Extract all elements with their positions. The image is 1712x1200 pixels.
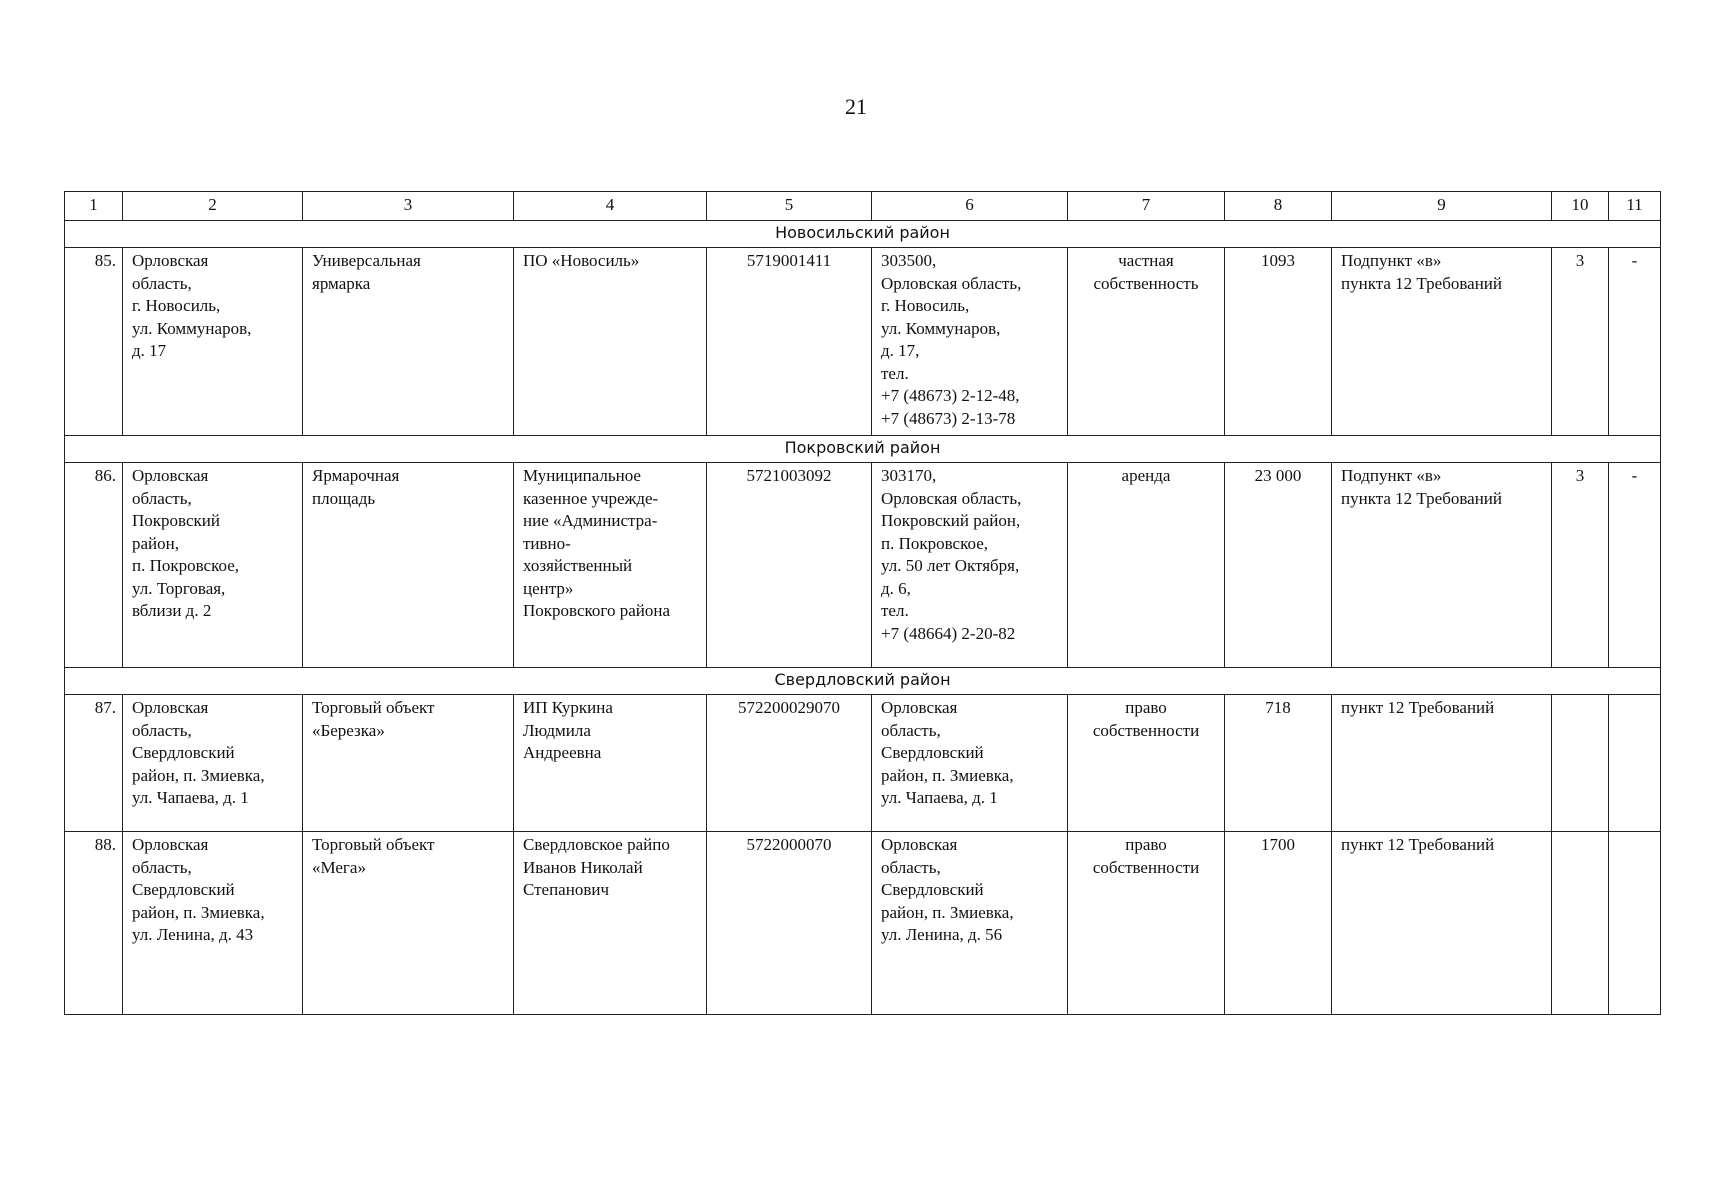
column-header: 4 (514, 192, 707, 221)
organizer-cell: ПО «Новосиль» (514, 248, 707, 436)
district-name: Свердловский район (65, 668, 1661, 695)
page-number: 21 (845, 94, 867, 119)
column-header: 7 (1068, 192, 1225, 221)
ownership-cell: частная собственность (1068, 248, 1225, 436)
column-header: 6 (872, 192, 1068, 221)
column-11-cell (1609, 695, 1661, 832)
address-cell: Орловская область, Свердловский район, п. Змиевка, ул. Чапаева, д. 1 (872, 695, 1068, 832)
object-type-cell: Универсальная ярмарка (303, 248, 514, 436)
inn-cell: 5719001411 (707, 248, 872, 436)
object-type-cell: Торговый объект «Березка» (303, 695, 514, 832)
row-number: 88. (65, 832, 123, 1015)
location-cell: Орловская область, г. Новосиль, ул. Коммунаров, д. 17 (123, 248, 303, 436)
column-10-cell (1552, 832, 1609, 1015)
district-heading-row (65, 668, 1661, 695)
column-header: 5 (707, 192, 872, 221)
area-cell: 718 (1225, 695, 1332, 832)
row-number: 85. (65, 248, 123, 436)
table-row (65, 248, 1661, 436)
district-heading-row (65, 436, 1661, 463)
organizer-cell: Свердловское райпо Иванов Николай Степанович (514, 832, 707, 1015)
column-header: 11 (1609, 192, 1661, 221)
column-11-cell (1609, 832, 1661, 1015)
address-cell: 303500, Орловская область, г. Новосиль, ул. Коммунаров, д. 17, тел. +7 (48673) 2-12-48, +7 (48673) 2-13-78 (872, 248, 1068, 436)
object-type-cell: Торговый объект «Мега» (303, 832, 514, 1015)
district-heading-row (65, 221, 1661, 248)
row-number: 87. (65, 695, 123, 832)
column-10-cell: 3 (1552, 248, 1609, 436)
area-cell: 23 000 (1225, 463, 1332, 668)
inn-cell: 572200029070 (707, 695, 872, 832)
location-cell: Орловская область, Свердловский район, п. Змиевка, ул. Ленина, д. 43 (123, 832, 303, 1015)
column-11-cell: - (1609, 463, 1661, 668)
area-cell: 1700 (1225, 832, 1332, 1015)
column-header: 8 (1225, 192, 1332, 221)
object-type-cell: Ярмарочная площадь (303, 463, 514, 668)
column-header: 3 (303, 192, 514, 221)
basis-cell: Подпункт «в» пункта 12 Требований (1332, 463, 1552, 668)
district-name: Покровский район (65, 436, 1661, 463)
column-header: 1 (65, 192, 123, 221)
table-row (65, 463, 1661, 668)
column-number-header-row (65, 192, 1661, 221)
ownership-cell: аренда (1068, 463, 1225, 668)
row-number: 86. (65, 463, 123, 668)
location-cell: Орловская область, Покровский район, п. Покровское, ул. Торговая, вблизи д. 2 (123, 463, 303, 668)
area-cell: 1093 (1225, 248, 1332, 436)
column-10-cell: 3 (1552, 463, 1609, 668)
district-name: Новосильский район (65, 221, 1661, 248)
column-10-cell (1552, 695, 1609, 832)
organizer-cell: Муниципальное казенное учрежде- ние «Администра- тивно- хозяйственный центр» Покровского района (514, 463, 707, 668)
basis-cell: пункт 12 Требований (1332, 695, 1552, 832)
ownership-cell: право собственности (1068, 695, 1225, 832)
column-11-cell: - (1609, 248, 1661, 436)
column-header: 10 (1552, 192, 1609, 221)
organizer-cell: ИП Куркина Людмила Андреевна (514, 695, 707, 832)
inn-cell: 5721003092 (707, 463, 872, 668)
location-cell: Орловская область, Свердловский район, п. Змиевка, ул. Чапаева, д. 1 (123, 695, 303, 832)
table-row (65, 832, 1661, 1015)
column-header: 9 (1332, 192, 1552, 221)
inn-cell: 5722000070 (707, 832, 872, 1015)
basis-cell: Подпункт «в» пункта 12 Требований (1332, 248, 1552, 436)
basis-cell: пункт 12 Требований (1332, 832, 1552, 1015)
address-cell: Орловская область, Свердловский район, п. Змиевка, ул. Ленина, д. 56 (872, 832, 1068, 1015)
table-row (65, 695, 1661, 832)
column-header: 2 (123, 192, 303, 221)
ownership-cell: право собственности (1068, 832, 1225, 1015)
address-cell: 303170, Орловская область, Покровский район, п. Покровское, ул. 50 лет Октября, д. 6, тел. +7 (48664) 2-20-82 (872, 463, 1068, 668)
fair-register-table (64, 191, 1661, 1015)
